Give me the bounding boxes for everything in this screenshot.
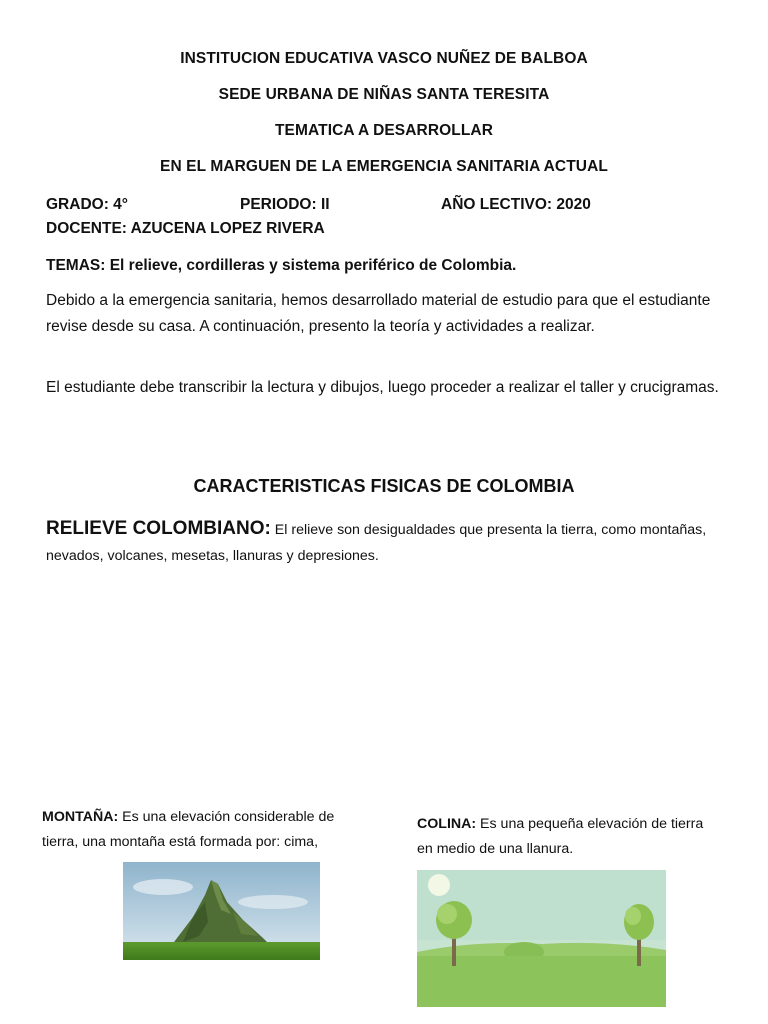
campus-name: SEDE URBANA DE NIÑAS SANTA TERESITA: [218, 86, 550, 103]
anio-lectivo-label: AÑO LECTIVO: 2020: [441, 196, 591, 213]
periodo-label: PERIODO: II: [240, 196, 330, 213]
relieve-definition: [46, 516, 736, 569]
colina-text: Es una pequeña elevación de tierra en medio de una llanura.: [417, 816, 704, 857]
colina-definition: [417, 812, 707, 862]
montana-text: Es una elevación considerable de tierra, una montaña está formada por: cima,: [42, 809, 335, 850]
section-title: CARACTERISTICAS FISICAS DE COLOMBIA: [193, 476, 575, 496]
instructions-paragraph: El estudiante debe transcribir la lectura y dibujos, luego proceder a realizar el taller y crucigramas.: [46, 379, 719, 396]
montana-definition: [42, 805, 372, 855]
temas-line: TEMAS: El relieve, cordilleras y sistema periférico de Colombia.: [46, 257, 517, 274]
intro-paragraph: Debido a la emergencia sanitaria, hemos desarrollado material de estudio para que el estudiante revise desde su casa. A continuación, presento la teoría y actividades a realizar.: [46, 292, 711, 335]
docente-label: DOCENTE: AZUCENA LOPEZ RIVERA: [46, 220, 325, 237]
relieve-label: RELIEVE COLOMBIANO:: [46, 518, 271, 539]
topic-heading: TEMATICA A DESARROLLAR: [274, 122, 494, 139]
hill-image: [417, 870, 666, 1007]
mountain-image: [123, 862, 320, 960]
montana-label: MONTAÑA:: [42, 809, 119, 825]
context-heading: EN EL MARGUEN DE LA EMERGENCIA SANITARIA ACTUAL: [160, 158, 608, 175]
school-name: INSTITUCION EDUCATIVA VASCO NUÑEZ DE BALBOA: [180, 50, 588, 67]
grado-label: GRADO: 4°: [46, 196, 128, 213]
colina-label: COLINA:: [417, 816, 477, 832]
relieve-text: El relieve son desigualdades que presenta la tierra, como montañas, nevados, volcanes, mesetas, llanuras y depresiones.: [46, 522, 707, 564]
